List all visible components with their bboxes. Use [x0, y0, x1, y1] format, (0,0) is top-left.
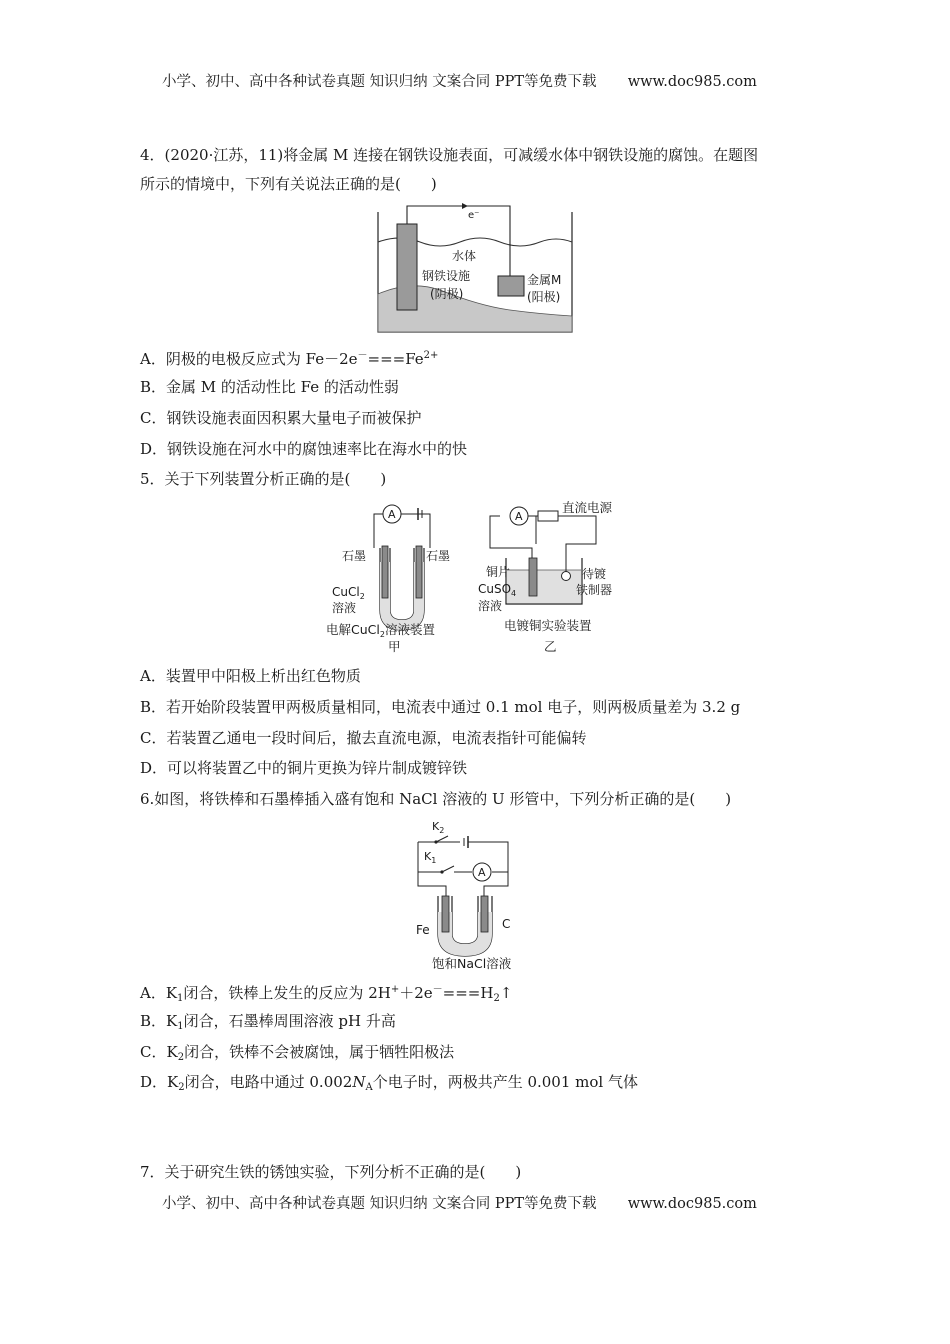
q4-option-c: C．钢铁设施表面因积累大量电子而被保护: [140, 409, 422, 427]
q5-option-c: C．若装置乙通电一段时间后，撤去直流电源，电流表指针可能偏转: [140, 729, 587, 747]
svg-text:Fe: Fe: [416, 923, 430, 937]
footer-site-link[interactable]: www.doc985.com: [627, 1196, 757, 1212]
q6-stem: 6.如图，将铁棒和石墨棒插入盛有饱和 NaCl 溶液的 U 形管中，下列分析正确的是( ): [140, 790, 732, 808]
q4-metal-label: 金属M: [527, 273, 562, 287]
svg-text:乙: 乙: [544, 639, 557, 654]
q4-stem-line1: 4．(2020·江苏，11)将金属 M 连接在钢铁设施表面，可减缓水体中钢铁设施的腐蚀。在题图: [140, 146, 759, 164]
q4-option-b: B．金属 M 的活动性比 Fe 的活动性弱: [140, 378, 399, 396]
svg-text:石墨: 石墨: [342, 549, 367, 563]
svg-text:电镀铜实验装置: 电镀铜实验装置: [504, 618, 592, 633]
q4-steel-label: 钢铁设施: [422, 269, 471, 283]
header-bar: [162, 70, 757, 91]
q5-yi-power-label: 直流电源: [562, 500, 613, 515]
q4-electron-arrow: [462, 203, 468, 209]
svg-text:CuSO4: CuSO$_4$: [478, 582, 517, 598]
svg-text:C: C: [502, 917, 511, 931]
q5-jia-right-electrode: [416, 546, 422, 598]
svg-text:A: A: [515, 510, 523, 523]
q4-stem-line2: 所示的情境中，下列有关说法正确的是( ): [140, 175, 437, 193]
q6-solution-label: 饱和NaCl溶液: [432, 956, 512, 971]
q4-metal-m-block: [498, 276, 524, 296]
q6-option-c: C．$K_2$闭合，铁棒不会被腐蚀，属于牺牲阳极法: [140, 1043, 455, 1063]
q6-option-d: D．$K_2$闭合，电路中通过 $0.002N_A$个电子时，两极共产生 0.001 mol 气体: [140, 1073, 638, 1093]
q5-jia-wire: [374, 514, 430, 548]
q6-k2-label: $K_2$: [432, 820, 445, 835]
footer-text: 小学、初中、高中各种试卷真题 知识归纳 文案合同 PPT等免费下载: [162, 1196, 597, 1212]
q5-figure-jia: [322, 500, 472, 658]
q6-option-a: A．$K_1$闭合，铁棒上发生的反应为 $2H^++2e^-===H_2↑$: [140, 984, 513, 1004]
q6-k1-label: $K_1$: [424, 850, 437, 865]
q6-figure-u-tube: [410, 816, 545, 972]
q5-yi-iron-object: [562, 572, 571, 581]
q6-option-b: B．$K_1$闭合，石墨棒周围溶液 pH 升高: [140, 1012, 396, 1032]
q6-fe-rod: [442, 896, 449, 932]
q5-option-d: D．可以将装置乙中的铜片更换为锌片制成镀锌铁: [140, 759, 468, 777]
svg-text:A: A: [478, 866, 486, 879]
header-text: 小学、初中、高中各种试卷真题 知识归纳 文案合同 PPT等免费下载: [162, 74, 597, 90]
q5-yi-copper-plate: [529, 558, 537, 596]
q6-circuit: [418, 836, 508, 872]
svg-text:铜片: 铜片: [486, 565, 511, 579]
q4-wire: [407, 206, 510, 278]
q6-c-rod: [481, 896, 488, 932]
q4-option-a: A．阴极的电极反应式为 $Fe-2e^-===Fe^{2+}$: [140, 350, 439, 368]
q5-option-b: B．若开始阶段装置甲两极质量相同，电流表中通过 0.1 mol 电子，则两极质量差为 3.2 g: [140, 698, 741, 716]
svg-text:石墨: 石墨: [426, 549, 451, 563]
svg-text:A: A: [388, 508, 396, 521]
svg-text:铁制器: 铁制器: [576, 583, 613, 597]
svg-text:溶液: 溶液: [478, 599, 503, 613]
svg-text:溶液: 溶液: [332, 601, 357, 615]
svg-text:甲: 甲: [388, 639, 401, 654]
header-site-link[interactable]: www.doc985.com: [627, 74, 757, 90]
q5-stem: 5．关于下列装置分析正确的是( ): [140, 470, 387, 488]
q4-steel-structure: [397, 224, 417, 310]
footer-bar: [162, 1192, 757, 1213]
q4-steel-role: (阴极): [430, 287, 464, 301]
q7-stem: 7．关于研究生铁的锈蚀实验，下列分析不正确的是( ): [140, 1163, 522, 1181]
q4-metal-role: (阳极): [527, 290, 561, 304]
q4-figure-corrosion: [370, 198, 580, 338]
svg-text:待镀: 待镀: [582, 567, 607, 581]
q5-jia-left-electrode: [382, 546, 388, 598]
svg-text:电解CuCl2溶液装置: 电解CuCl$_2$溶液装置: [326, 622, 435, 639]
q5-figure-yi: [476, 496, 636, 658]
q4-water-label: 水体: [452, 249, 477, 263]
svg-text:CuCl2: CuCl$_2$: [332, 585, 365, 601]
q5-yi-resistor: [538, 511, 558, 521]
q4-option-d: D．钢铁设施在河水中的腐蚀速率比在海水中的快: [140, 440, 468, 458]
q4-electron-label: e⁻: [468, 210, 480, 221]
q5-option-a: A．装置甲中阳极上析出红色物质: [140, 667, 361, 685]
